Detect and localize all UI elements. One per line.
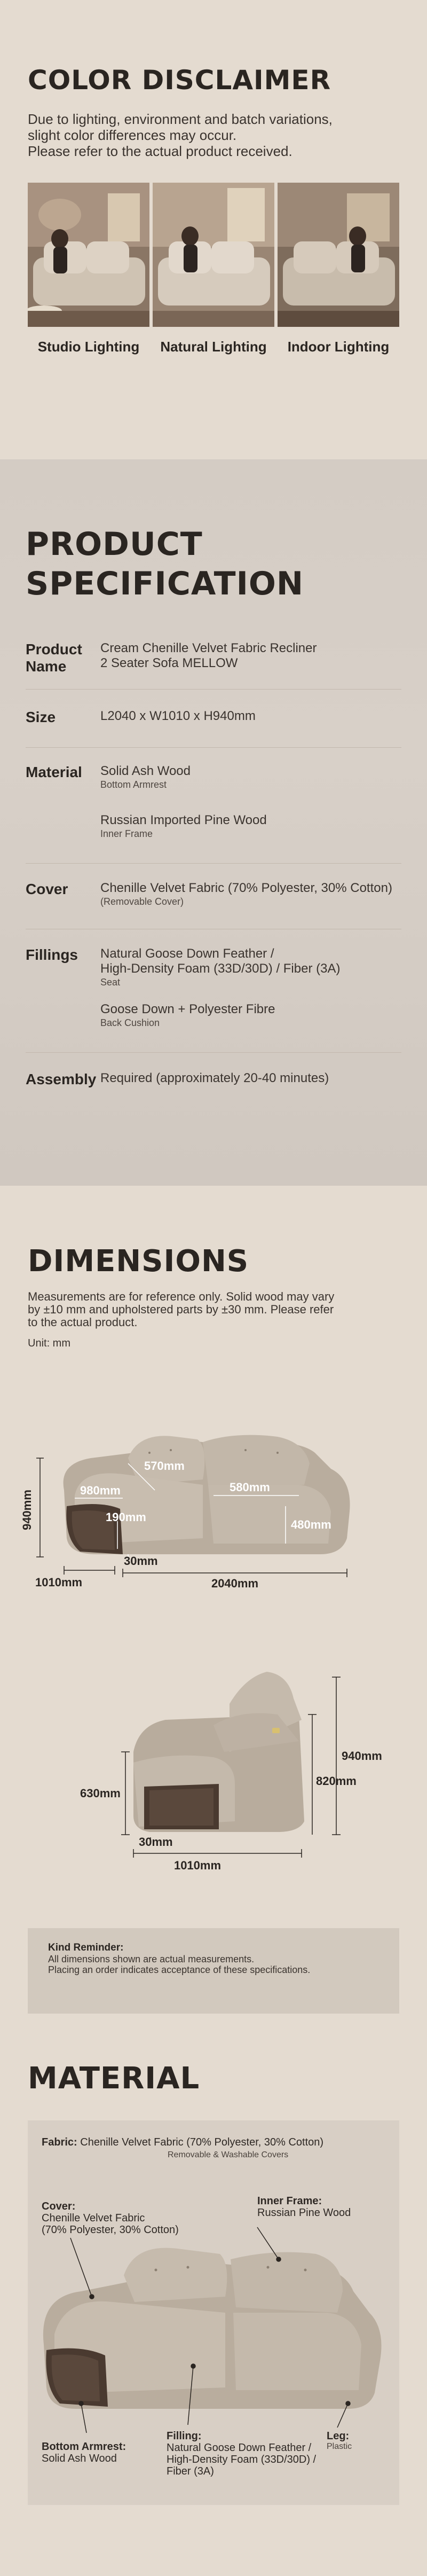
cover-value-line: (70% Polyester, 30% Cotton) bbox=[42, 2224, 179, 2236]
side-depth-label: 1010mm bbox=[35, 1576, 83, 1589]
spec-row-size bbox=[26, 690, 401, 748]
disclaimer-title: COLOR DISCLAIMER bbox=[28, 65, 331, 96]
studio-lighting-photo bbox=[28, 183, 149, 327]
dimensions-title: DIMENSIONS bbox=[28, 1244, 249, 1279]
spec-value-line: High-Density Foam (33D/30D) / Fiber (3A) bbox=[100, 961, 341, 976]
spec-value-line: Goose Down + Polyester Fibre bbox=[100, 1002, 275, 1016]
disclaimer-text bbox=[28, 111, 399, 159]
photo-caption: Indoor Lighting bbox=[287, 339, 390, 355]
spec-row-material bbox=[26, 748, 401, 864]
inner-frame-value: Russian Pine Wood bbox=[257, 2207, 351, 2219]
indoor-lighting-card bbox=[278, 183, 399, 355]
disclaimer-line: Due to lighting, environment and batch variations, bbox=[28, 111, 333, 127]
photo-caption: Studio Lighting bbox=[37, 339, 140, 355]
reminder-title: Kind Reminder: bbox=[48, 1942, 124, 1953]
spec-value-sub: Seat bbox=[100, 977, 121, 988]
material-group bbox=[100, 764, 401, 790]
filling-label: Filling: bbox=[167, 2430, 202, 2442]
height-label: 940mm bbox=[20, 1490, 34, 1530]
spec-key: Material bbox=[26, 764, 82, 780]
spec-value-sub: Bottom Armrest bbox=[100, 779, 167, 790]
spec-key: Cover bbox=[26, 881, 68, 897]
spec-value bbox=[100, 764, 401, 849]
filling-group bbox=[100, 1002, 401, 1029]
spec-value-line: Natural Goose Down Feather / bbox=[100, 946, 274, 961]
side-depth-label: 1010mm bbox=[173, 1859, 222, 1872]
material-title: MATERIAL bbox=[28, 2062, 200, 2096]
leg-label-group bbox=[327, 2430, 352, 2452]
recline-height-label: 820mm bbox=[316, 1774, 357, 1788]
spec-row-cover bbox=[26, 864, 401, 929]
spec-key: Fillings bbox=[26, 946, 78, 963]
dimensions-unit: Unit: mm bbox=[28, 1337, 70, 1349]
spec-value-line: L2040 x W1010 x H940mm bbox=[100, 709, 256, 723]
spec-title bbox=[26, 524, 401, 604]
spec-key bbox=[26, 641, 100, 675]
seat-height-label: 480mm bbox=[291, 1518, 331, 1531]
bottom-armrest-label-group bbox=[42, 2441, 126, 2464]
inner-frame-label: Inner Frame: bbox=[257, 2195, 322, 2207]
dimensions-note bbox=[28, 1290, 399, 1329]
spec-value-line: Required (approximately 20-40 minutes) bbox=[100, 1071, 329, 1085]
side-arm-height-label: 630mm bbox=[80, 1787, 121, 1800]
spec-row-product-name bbox=[26, 630, 401, 690]
spec-value-sub: Back Cushion bbox=[100, 1017, 160, 1028]
back-depth-label: 570mm bbox=[144, 1459, 185, 1473]
reminder-line: All dimensions shown are actual measurements. bbox=[48, 1954, 255, 1964]
spec-key-line: Product bbox=[26, 641, 82, 657]
arm-height-label: 190mm bbox=[106, 1510, 146, 1524]
disclaimer-line: slight color differences may occur. bbox=[28, 127, 237, 143]
spec-value bbox=[100, 709, 401, 726]
cover-value-line: Chenille Velvet Fabric bbox=[42, 2212, 145, 2224]
material-panel bbox=[28, 2120, 399, 2505]
dimensions-section bbox=[0, 1186, 427, 2062]
fabric-sub: Removable & Washable Covers bbox=[168, 2150, 289, 2159]
length-label: 2040mm bbox=[211, 1577, 259, 1590]
filling-label-group bbox=[167, 2430, 316, 2477]
sofa-side-view-diagram bbox=[0, 1645, 427, 1912]
fabric-value: Chenille Velvet Fabric (70% Polyester, 30% Cotton) bbox=[80, 2136, 324, 2148]
side-height-label: 940mm bbox=[342, 1749, 382, 1763]
natural-lighting-photo bbox=[153, 183, 274, 327]
spec-value-line: Chenille Velvet Fabric (70% Polyester, 30% Cotton) bbox=[100, 881, 392, 895]
leg-value: Plastic bbox=[327, 2442, 352, 2451]
spec-value-line: Cream Chenille Velvet Fabric Recliner bbox=[100, 641, 317, 655]
spec-value-sub: (Removable Cover) bbox=[100, 896, 184, 907]
note-line: by ±10 mm and upholstered parts by ±30 mm. Please refer bbox=[28, 1303, 334, 1316]
lighting-photo-row bbox=[28, 183, 399, 355]
side-leg-label: 30mm bbox=[139, 1835, 173, 1849]
leg-label: 30mm bbox=[124, 1554, 158, 1568]
spec-value bbox=[100, 881, 401, 913]
leg-label: Leg: bbox=[327, 2430, 350, 2442]
spec-key-line: Name bbox=[26, 658, 67, 675]
spec-key: Assembly bbox=[26, 1071, 97, 1087]
product-specification-section bbox=[0, 459, 427, 1186]
natural-lighting-card bbox=[153, 183, 274, 355]
spec-value-line: 2 Seater Sofa MELLOW bbox=[100, 656, 238, 670]
spec-key: Size bbox=[26, 709, 56, 725]
filling-value-line: Natural Goose Down Feather / bbox=[167, 2442, 312, 2454]
indoor-lighting-photo bbox=[278, 183, 399, 327]
bottom-armrest-value: Solid Ash Wood bbox=[42, 2453, 117, 2464]
spec-value-line: Solid Ash Wood bbox=[100, 764, 191, 778]
cover-label: Cover: bbox=[42, 2201, 76, 2212]
note-line: Measurements are for reference only. Solid wood may vary bbox=[28, 1290, 335, 1303]
filling-value-line: Fiber (3A) bbox=[167, 2465, 214, 2477]
spec-value-sub: Inner Frame bbox=[100, 828, 153, 839]
spec-value-line: Russian Imported Pine Wood bbox=[100, 813, 267, 827]
filling-value-line: High-Density Foam (33D/30D) / bbox=[167, 2454, 317, 2465]
material-section bbox=[0, 2062, 427, 2576]
spec-row-assembly bbox=[26, 1053, 401, 1102]
reminder-line: Placing an order indicates acceptance of these specifications. bbox=[48, 1964, 311, 1975]
studio-lighting-card bbox=[28, 183, 149, 355]
disclaimer-line: Please refer to the actual product received. bbox=[28, 143, 292, 159]
color-disclaimer-section bbox=[0, 0, 427, 459]
spec-title-line: PRODUCT bbox=[26, 526, 203, 563]
spec-value bbox=[100, 641, 401, 675]
fabric-label: Fabric: bbox=[42, 2136, 77, 2148]
spec-table bbox=[26, 630, 401, 1102]
sofa-front-view-diagram bbox=[0, 1378, 427, 1645]
seat-width-label: 580mm bbox=[230, 1481, 270, 1494]
bottom-armrest-label: Bottom Armrest: bbox=[42, 2441, 126, 2453]
spec-value bbox=[100, 946, 401, 1038]
kind-reminder-box bbox=[28, 1928, 399, 2014]
spec-title-line: SPECIFICATION bbox=[26, 565, 304, 602]
spec-row-fillings bbox=[26, 929, 401, 1053]
note-line: to the actual product. bbox=[28, 1316, 138, 1329]
material-group bbox=[100, 813, 401, 840]
photo-caption: Natural Lighting bbox=[160, 339, 267, 355]
arm-depth-label: 980mm bbox=[80, 1484, 121, 1497]
filling-group bbox=[100, 946, 401, 988]
spec-value bbox=[100, 1071, 401, 1088]
